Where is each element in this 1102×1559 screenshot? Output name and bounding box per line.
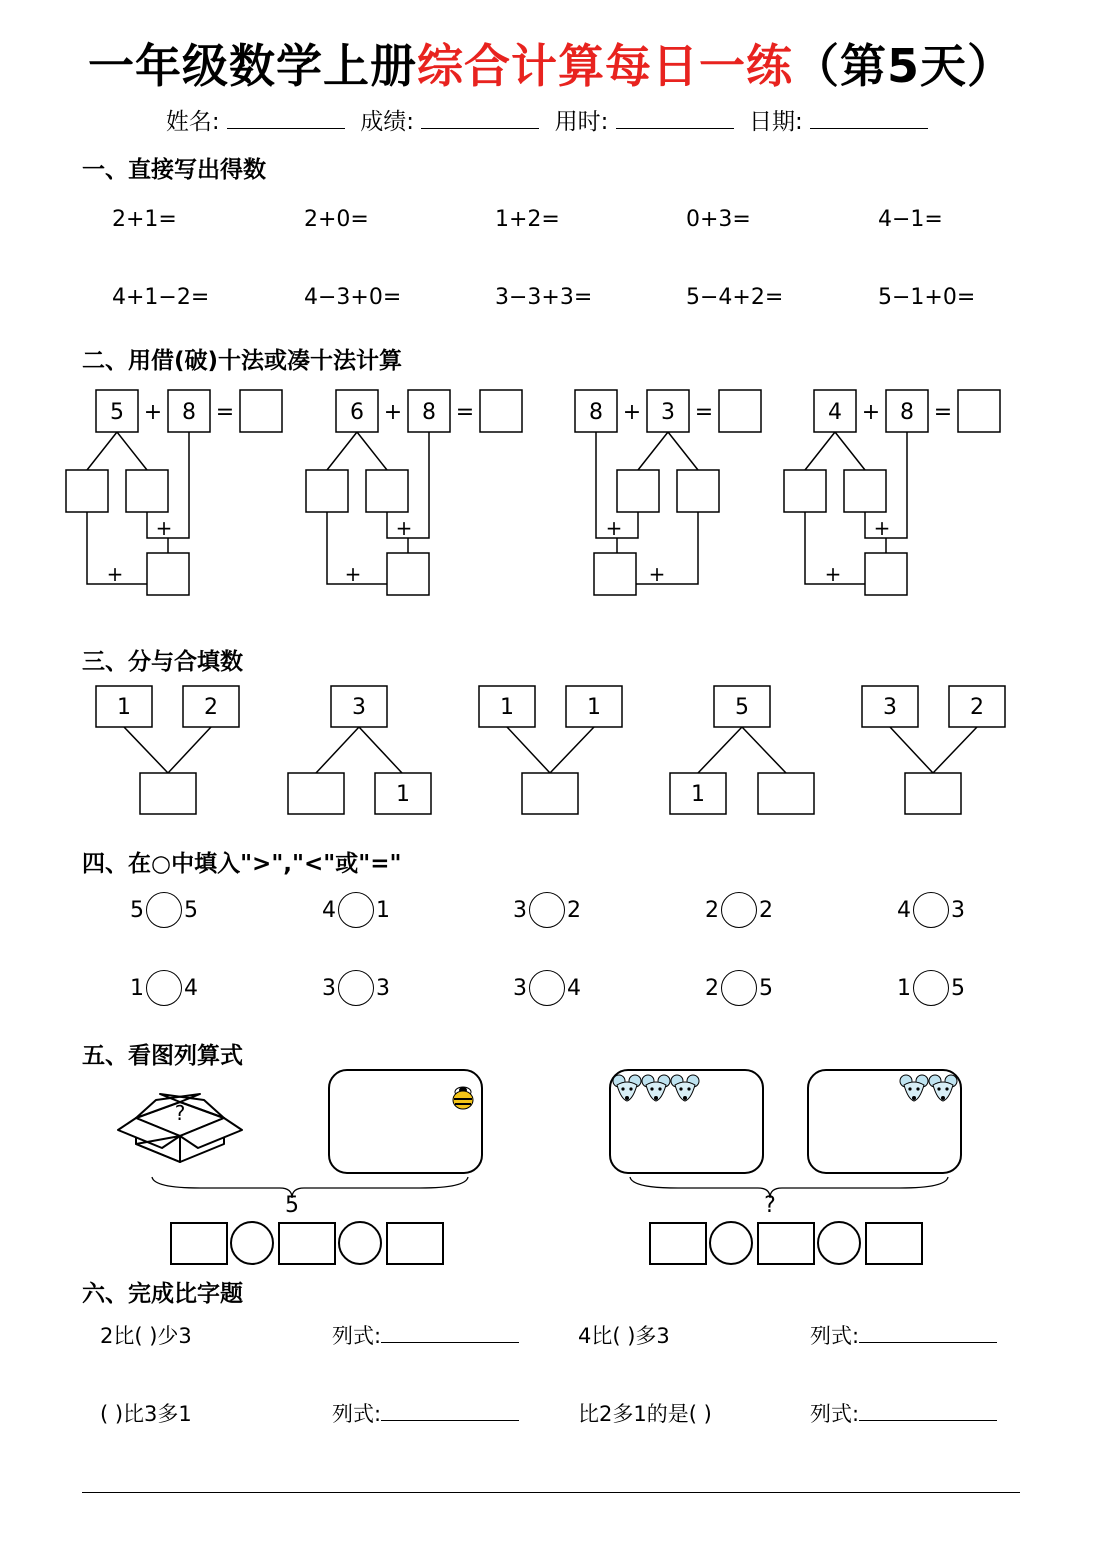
info-line: [0, 103, 1102, 136]
addend-a: 6: [350, 400, 364, 425]
answer-box: [758, 1223, 814, 1264]
bond-number: 1: [117, 695, 131, 720]
bond-number: 3: [352, 695, 366, 720]
equation[interactable]: 2+0=: [304, 207, 369, 232]
mouse-group: [613, 1075, 699, 1101]
compare-circle[interactable]: [338, 970, 374, 1006]
compare-question: 4比( )多3: [578, 1324, 670, 1348]
equation[interactable]: 1+2=: [495, 207, 560, 232]
bond-number: 1: [587, 695, 601, 720]
compare-left: 2: [705, 975, 719, 1001]
plus-sign: +: [143, 400, 163, 425]
answer-box: [866, 1223, 922, 1264]
compare-right: 3: [951, 897, 965, 923]
addend-b: 3: [661, 400, 675, 425]
compare-question: 比2多1的是( ): [578, 1402, 712, 1426]
formula-label: 列式:: [810, 1324, 860, 1348]
compare-item: [130, 970, 198, 1006]
operator-circle: [231, 1222, 273, 1264]
plus-sign: +: [824, 562, 842, 586]
bond-number: 3: [883, 695, 897, 720]
bond-number: 2: [970, 695, 984, 720]
equals-sign: =: [694, 400, 714, 425]
total-label: 5: [285, 1193, 299, 1218]
section2-heading: 二、用借(破)十法或凑十法计算: [82, 348, 403, 374]
compare-circle[interactable]: [338, 892, 374, 928]
compare-left: 2: [705, 897, 719, 923]
plus-sign: +: [605, 516, 623, 540]
plus-sign: +: [106, 562, 124, 586]
plus-sign: +: [383, 400, 403, 425]
mouse-icon: [671, 1075, 699, 1101]
equation[interactable]: 5−1+0=: [878, 285, 976, 310]
compare-question: 2比( )少3: [100, 1324, 192, 1348]
bond-number: 1: [691, 782, 705, 807]
equals-sign: =: [215, 400, 235, 425]
break-ten-diagrams: [0, 380, 1102, 605]
equation[interactable]: 0+3=: [686, 207, 751, 232]
formula-label: 列式:: [810, 1402, 860, 1426]
addend-a: 4: [828, 400, 842, 425]
formula-blank: [381, 1324, 519, 1343]
compare-circle[interactable]: [529, 892, 565, 928]
section1-heading: 一、直接写出得数: [82, 157, 266, 183]
score-label: 成绩:: [360, 109, 415, 135]
compare-circle[interactable]: [146, 892, 182, 928]
score-blank[interactable]: [421, 108, 539, 129]
compare-item: [705, 892, 773, 928]
addend-a: 8: [589, 400, 603, 425]
compare-item: [897, 892, 965, 928]
compare-item: [513, 892, 581, 928]
compare-circle[interactable]: [146, 970, 182, 1006]
formula-field[interactable]: [810, 1320, 997, 1350]
date-blank[interactable]: [810, 108, 928, 129]
formula-blank: [381, 1402, 519, 1421]
compare-circle[interactable]: [721, 970, 757, 1006]
result-box: [147, 553, 189, 595]
equals-sign: =: [455, 400, 475, 425]
section3-heading: 三、分与合填数: [82, 649, 243, 675]
compare-right: 4: [567, 975, 581, 1001]
split-box: [66, 470, 108, 512]
compare-right: 4: [184, 975, 198, 1001]
split-box: [126, 470, 168, 512]
bee-icon: [453, 1087, 473, 1109]
compare-item: [513, 970, 581, 1006]
operator-circle: [818, 1222, 860, 1264]
equation[interactable]: 4+1−2=: [112, 285, 210, 310]
compare-item: [897, 970, 965, 1006]
answer-box: [279, 1223, 335, 1264]
compare-circle[interactable]: [721, 892, 757, 928]
brace: [152, 1177, 468, 1198]
brace: [630, 1177, 948, 1198]
compare-left: 4: [897, 897, 911, 923]
answer-box: [387, 1223, 443, 1264]
name-blank[interactable]: [227, 108, 345, 129]
compare-circle[interactable]: [529, 970, 565, 1006]
mouse-icon: [900, 1075, 928, 1101]
total-label: ?: [764, 1193, 776, 1218]
formula-field[interactable]: [332, 1398, 519, 1428]
compare-right: 5: [184, 897, 198, 923]
compare-item: [130, 892, 198, 928]
formula-field[interactable]: [332, 1320, 519, 1350]
answer-box: [650, 1223, 706, 1264]
compare-right: 2: [567, 897, 581, 923]
time-blank[interactable]: [616, 108, 734, 129]
compare-right: 3: [376, 975, 390, 1001]
compare-left: 1: [130, 975, 144, 1001]
section4-heading: 四、在○中填入">","<"或"=": [82, 851, 402, 877]
compare-left: 3: [322, 975, 336, 1001]
equals-sign: =: [933, 400, 953, 425]
mouse-group: [900, 1075, 957, 1101]
answer-box: [171, 1223, 227, 1264]
equation[interactable]: 3−3+3=: [495, 285, 593, 310]
formula-blank: [859, 1324, 997, 1343]
formula-field[interactable]: [810, 1398, 997, 1428]
bottom-rule: [82, 1492, 1020, 1493]
mouse-icon: [642, 1075, 670, 1101]
plus-sign: +: [344, 562, 362, 586]
compare-left: 4: [322, 897, 336, 923]
compare-right: 5: [951, 975, 965, 1001]
picture-problems: [0, 1060, 1102, 1270]
mouse-icon: [929, 1075, 957, 1101]
title-red: 综合计算每日一练: [416, 39, 793, 93]
compare-right: 2: [759, 897, 773, 923]
section6-heading: 六、完成比字题: [82, 1281, 243, 1307]
bond-number: 5: [735, 695, 749, 720]
formula-label: 列式:: [332, 1402, 382, 1426]
compare-circle[interactable]: [913, 970, 949, 1006]
plus-sign: +: [395, 516, 413, 540]
bond-number: 2: [204, 695, 218, 720]
title-tail: （第5天）: [792, 39, 1014, 93]
compare-item: [322, 970, 390, 1006]
addend-a: 5: [110, 400, 124, 425]
section5-heading: 五、看图列算式: [82, 1043, 243, 1069]
plus-sign: +: [861, 400, 881, 425]
compare-left: 1: [897, 975, 911, 1001]
equation[interactable]: 4−3+0=: [304, 285, 402, 310]
addend-b: 8: [900, 400, 914, 425]
compare-left: 5: [130, 897, 144, 923]
addend-b: 8: [422, 400, 436, 425]
compare-left: 3: [513, 897, 527, 923]
name-label: 姓名:: [165, 109, 220, 135]
compare-right: 1: [376, 897, 390, 923]
compare-item: [322, 892, 390, 928]
bond-number: 1: [396, 782, 410, 807]
plus-sign: +: [155, 516, 173, 540]
date-label: 日期:: [749, 109, 803, 135]
equation[interactable]: 2+1=: [112, 207, 177, 232]
equation[interactable]: 5−4+2=: [686, 285, 784, 310]
plus-sign: +: [622, 400, 642, 425]
box-question: ?: [174, 1101, 186, 1125]
compare-left: 3: [513, 975, 527, 1001]
bond-number: 1: [500, 695, 514, 720]
mouse-icon: [613, 1075, 641, 1101]
answer-box: [240, 390, 282, 432]
formula-blank: [859, 1402, 997, 1421]
page-title: [0, 30, 1102, 96]
equation[interactable]: 4−1=: [878, 207, 943, 232]
plus-sign: +: [873, 516, 891, 540]
compare-circle[interactable]: [913, 892, 949, 928]
formula-label: 列式:: [332, 1324, 382, 1348]
operator-circle: [710, 1222, 752, 1264]
compare-right: 5: [759, 975, 773, 1001]
compare-item: [705, 970, 773, 1006]
operator-circle: [339, 1222, 381, 1264]
compare-question: ( )比3多1: [100, 1402, 192, 1426]
picture-frame: [329, 1070, 482, 1173]
number-bond-diagrams: [0, 680, 1102, 820]
time-label: 用时:: [554, 109, 609, 135]
title-black: 一年级数学上册: [87, 39, 417, 93]
plus-sign: +: [648, 562, 666, 586]
addend-b: 8: [182, 400, 196, 425]
